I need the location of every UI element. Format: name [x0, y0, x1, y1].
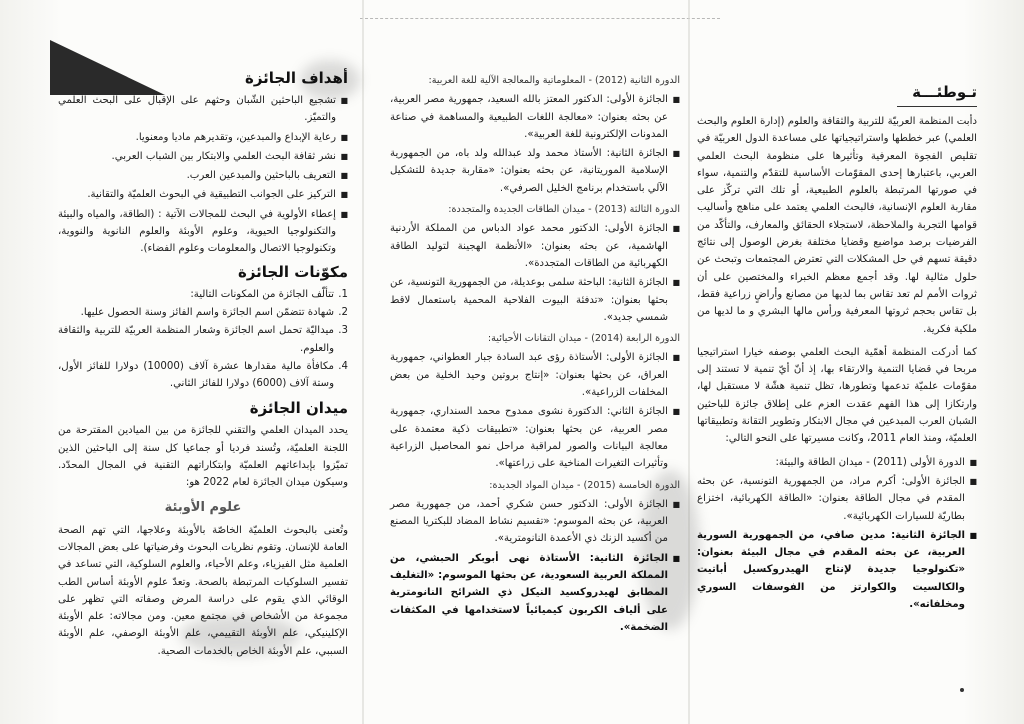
- cycle-2-title: الدورة الثانية (2012) - المعلوماتية والمعالجة الآلية للغة العربية:: [428, 75, 680, 86]
- field-year: وسيكون ميدان الجائزة لعام 2022 هو:: [185, 477, 348, 489]
- goals-list: [58, 92, 348, 258]
- item-number: 3.: [338, 325, 348, 337]
- column-award-cycles: [390, 68, 680, 640]
- list-item: [58, 304, 348, 321]
- item-number: 4.: [338, 360, 348, 372]
- list-item: ■ الجائزة الأولى: الدكتور محمد عواد الدباس من المملكة الأردنية الهاشمية، عن بحثه بعنوان: «الأنظمة الهجينة لتوليد الطاقة الكهربائية من الطاقات المتجددة».: [390, 220, 680, 272]
- item-text: مكافأة مالية مقدارها عشرة آلاف (10000) دولارا للفائز الأول، وستة آلاف (6000) دولارا للفائز الثاني.: [58, 360, 334, 390]
- list-item: ■ التعريف بالباحثين والمبدعين العرب.: [58, 167, 348, 184]
- heading-underline: [897, 106, 977, 107]
- first-cycle-list: [697, 454, 977, 614]
- list-item: ■ نشر ثقافة البحث العلمي والابتكار بين الشباب العربي.: [58, 148, 348, 165]
- fold-line-right: [688, 0, 690, 724]
- list-item: ■ الجائزة الثانية: الأستاذة نهى أبوبكر الحبشي، من المملكة العربية السعودية، عن بحثها الموسوم: «التغليف المطابق لهيدروكسيد النيكل ذي الشرائح النانومترية على ألياف الكربون كيميائياً لاستخدامها في المكثفات الضخمة».: [390, 550, 680, 636]
- cycle-5-list: [390, 496, 680, 636]
- list-item: ■ تشجيع الباحثين الشّبان وحثهم على الإقبال على البحث العلمي والتميّز.: [58, 92, 348, 127]
- field-paragraph: [58, 422, 348, 491]
- cycle-3-title: الدورة الثالثة (2013) - ميدان الطاقات الجديدة والمتجددة:: [448, 204, 680, 216]
- page-dot: [960, 688, 964, 692]
- fold-line-left: [362, 0, 364, 724]
- list-item: ■ الجائزة الثانية: الباحثة سلمى بوعديلة، من الجمهورية التونسية، عن بحثها بعنوان: «تدفئة البيوت الفلاحية المحمية باستعمال لاقط شمسي جديد».: [390, 274, 680, 326]
- item-text: ميداليّة تحمل اسم الجائزة وشعار المنظمة العربيّة للتربية والثقافة والعلوم.: [58, 325, 334, 354]
- top-dashed-line: [360, 18, 720, 19]
- cycle-4-title: الدورة الرابعة (2014) - ميدان التقانات الأحيائية:: [487, 333, 680, 345]
- field-heading: ميدان الجائزة: [249, 399, 348, 418]
- list-item: ■ الجائزة الثانية: الأستاذ محمد ولد عبدالله ولد باه، من الجمهورية الإسلامية الموريتانية، عن بحثه بعنوان: «مقاربة جديدة للتشكيل الآلي باستخدام برنامج الخليل الصرفي».: [390, 145, 680, 197]
- cycle-2-list: [390, 91, 680, 197]
- intro-paragraph-2: كما أدركت المنظمة أهمّية البحث العلمي بوصفه خيارا استراتيجيا مربحا في قضايا التنمية والارتقاء بها، إذ أنّ أيّ تنمية لا تستند إلى مقوّمات علميّة تدعمها وتطورها، تظل تنمية هشّة لا مستقبل لها، وارتكازا إلى هذا الفهم عقدت العزم على إطلاق جائزة للباحثين الشبان العرب المبدعين في مجال الابتكار وتطوير التقانة وتطبيقاتها العلميّة، ومنذ العام 2011، وكانت مسيرتها على النحو التالي:: [697, 346, 977, 445]
- list-item: ■ إعطاء الأولوية في البحث للمجالات الآتية : (الطاقة، والمياه والبيئة والتكنولوجيا الحيوية، وعلوم الأوبئة والعلوم النانوية والنووية، وتكنولوجيا الاتصال والمعلومات وعلوم الفضاء).: [58, 206, 348, 258]
- goals-heading: أهداف الجائزة: [244, 69, 348, 87]
- item-number: 1.: [338, 288, 348, 300]
- list-item: ■ الجائزة الثانية: مدين صافي، من الجمهورية السورية العربية، عن بحثه المقدم في مجال البيئة بعنوان: «تكنولوجيا جديدة لإنتاج الهيدروكسيل أباتيت والكالسيت والكوارتز من الفوسفات السوري ومخلفاته».: [697, 527, 977, 613]
- field-title: علوم الأوبئة: [164, 499, 242, 515]
- list-item: [58, 358, 348, 393]
- item-number: 2.: [338, 306, 348, 318]
- cycle-5-title: الدورة الخامسة (2015) - ميدان المواد الجديدة:: [489, 479, 680, 491]
- list-item: [58, 322, 348, 357]
- item-text: شهادة تتضمّن اسم الجائزة واسم الفائز وسنة الحصول عليها.: [80, 306, 334, 318]
- column-goals: [58, 68, 348, 666]
- list-item: ■ الجائزة الأولى: الدكتور حسن شكري أحمد، من جمهورية مصر العربية، عن بحثه الموسوم: «تقسيم نشاط المضاد للبكتريا المصنع من أكسيد الزنك ذي الأعمدة النانومترية».: [390, 496, 680, 548]
- column-introduction: [697, 82, 977, 617]
- list-item: ■ رعاية الإبداع والمبدعين، وتقديرهم ماديا ومعنويا.: [58, 129, 348, 146]
- components-heading: مكوّنات الجائزة: [237, 262, 348, 281]
- components-list: [58, 286, 348, 393]
- list-item: ■ التركيز على الجوانب التطبيقية في البحوث العلميّة والتقانية.: [58, 186, 348, 203]
- list-item: ■ الجائزة الأولى: الأستاذة رؤى عبد السادة جبار العطواني، جمهورية العراق، عن بحثها بعنوان: «إنتاج بروتين وحيد الخلية من بعض المخلفات الزراعية».: [390, 349, 680, 401]
- intro-paragraph: دأبت المنظمة العربيّة للتربية والثقافة والعلوم (إدارة العلوم والبحث العلمي) عبر خططها واستراتيجياتها على مساعدة الدول العربيّة في تقليص الفجوة المعرفية وتأثيرها على منظومة البحث العلمي العربي، باعتبارها إحدى المقوّمات الأساسية للتقدّم والتنمية، سواء في صورتها المرتبطة بالعلوم الطبيعية، أو تلك التي تركّز على مقاربة العلوم الإنسانية، فالبحث العلمي يعتمد على مناهج وأساليب قوامها التجربة والملاحظة، لاستجلاء الحقائق والمعارف، والتأكّد من الفرضيات برصد مواضيع وقضايا مختلفة بغرض الوصول إلى نتائج دقيقة تسهم في حل المشكلات التي تعترض المجتمعات وتبحث عن حلول مثالية لها. وقد أجمع معظم الخبراء والمختصين على أن ثروات الأمم لم تعد تقاس بما لديها من مصانع وأراضٍ زراعية فقط، بل تقاس بحجم ثروتها المعرفية ورأس مالها البشري و ما لديها من ملكية فكرية.: [697, 116, 977, 335]
- list-item: ■ الجائزة الأولى: الدكتور المعتز بالله السعيد، جمهورية مصر العربية، عن بحثه بعنوان: «معالجة اللغات الطبيعية والمساهمة في صناعة المدونات الإلكترونية للغة العربية».: [390, 91, 680, 143]
- item-text: تتألّف الجائزة من المكونات التالية:: [190, 288, 334, 300]
- list-item: ■ الدورة الأولى (2011) - ميدان الطاقة والبيئة:: [697, 454, 977, 471]
- list-item: [58, 286, 348, 303]
- field-text: يحدد الميدان العلمي والتقني للجائزة من بين الميادين المقترحة من اللجنة العلميّة، وتُسند فرديا أو جماعيا كل سنة إلى الباحثين الذين تميّزوا بإبداعاتهم العلميّة وابتكاراتهم التقنية في المجال المحدّد.: [58, 425, 348, 472]
- list-item: ■ الجائزة الثاني: الدكتورة نشوى ممدوح محمد السنداري، جمهورية مصر العربية، عن بحثها بعنوان: «تطبيقات ذكية معتمدة على معالجة البيانات والصور لمراقبة مراحل نمو المحاصيل الزراعية وتأثيرات التغيرات المناخية على زراعتها».: [390, 403, 680, 472]
- epidemiology-paragraph: وتُعنى بالبحوث العلميّة الخاصّة بالأوبئة وعلاجها، التي تهم الصحة العامة للإنسان. وتقوم نظريات البحوث وفرضياتها على بعض المجالات العلمية مثل الفيزياء، وعلم الأحياء، والعلوم السلوكية، التي تساعد في تفسير السلوكيات المرتبطة بالصحة. وتعدّ علوم الأوبئة أساس الطب الوقائي الذي يقوم على دراسة المرض وصفاته التي تظهر على مجموعة من الأشخاص في مجتمع معين. ومن مجالاته: علم الأوبئة الإكلينيكي، علم الأوبئة التقييمي، علم الأوبئة الوصفي، علم الأوبئة السببي، علم الأوبئة الخاص بالخدمات الصحية.: [58, 524, 348, 657]
- cycle-3-list: [390, 220, 680, 326]
- cycle-4-list: [390, 349, 680, 472]
- list-item: ■ الجائزة الأولى: أكرم مراد، من الجمهورية التونسية، عن بحثه المقدم في مجال الطاقة بعنوان: «الطاقة الكهربائية، اختزاع بطاريّة للسيارات الكهربائية».: [697, 473, 977, 525]
- intro-heading: تـوطئـــة: [912, 83, 977, 101]
